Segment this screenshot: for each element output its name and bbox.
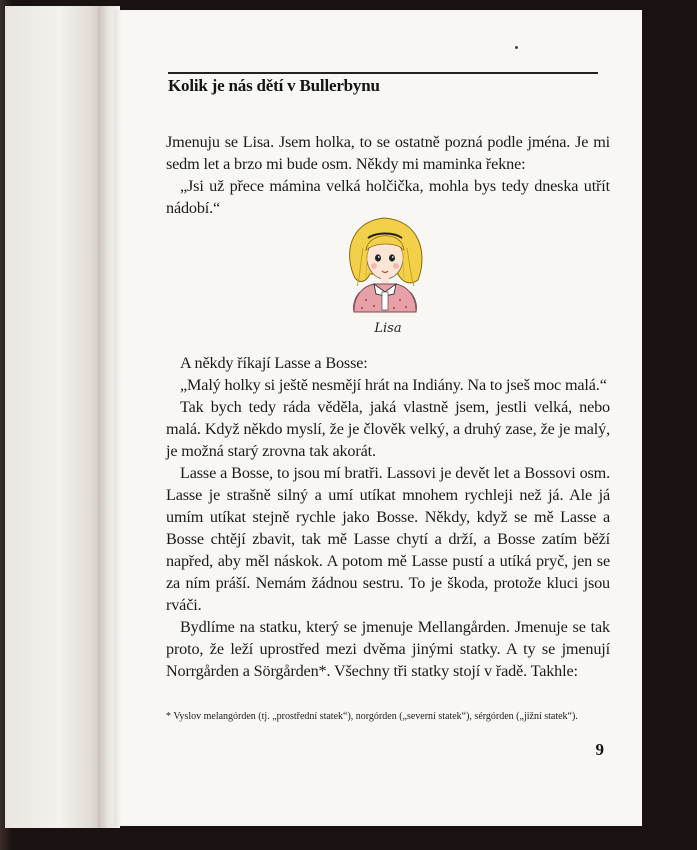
paragraph: „Malý holky si ještě nesmějí hrát na Indiány. Na to jseš moc malá.“ bbox=[180, 376, 607, 394]
left-page bbox=[5, 6, 103, 828]
paper-speck bbox=[515, 46, 518, 49]
chapter-title: Kolik je nás dětí v Bullerbynu bbox=[168, 76, 380, 95]
page-number: 9 bbox=[595, 740, 604, 759]
paragraph: Tak bych tedy ráda věděla, jaká vlastně jsem, jestli velká, nebo malá. Když někdo myslí, že je člověk velký, a druhý zase, že je malý, je možná starý zrovna tak akorát. bbox=[166, 398, 610, 460]
lisa-illustration bbox=[330, 208, 440, 340]
text-block-bottom bbox=[166, 352, 610, 682]
footnote: * Vyslov melangórden (tj. „prostřední statek“), norgórden („severní statek“), sérgórden („jižní statek“). bbox=[166, 711, 578, 722]
paragraph: „Jsi už přece mámina velká holčička, mohla bys tedy dneska utřít nádobí.“ bbox=[166, 177, 610, 217]
paragraph: A někdy říkají Lasse a Bosse: bbox=[180, 354, 368, 372]
illustration-caption: Lisa bbox=[374, 321, 402, 336]
paragraph: Lasse a Bosse, to jsou mí bratři. Lassovi je devět let a Bossovi osm. Lasse je strašně silný a umí utíkat mnohem rychleji než já. Ale já umím utíkat stejně rychle jako Bosse. Někdy, když se mě Lasse a Bosse chtějí zbavit, tak mě Lasse chytí a drží, a Bosse zatím běží napřed, aby měl náskok. A potom mě Lasse pustí a utíká pryč, jen se za ním práší. Nemám žádnou sestru. To je škoda, protože kluci jsou rváči. bbox=[166, 464, 610, 614]
chapter-rule bbox=[168, 72, 598, 74]
text-block-top bbox=[166, 131, 610, 219]
paragraph: Bydlíme na statku, který se jmenuje Mellangården. Jmenuje se tak proto, že leží uprostřed mezi dvěma jinými statky. A ty se jmenují Norrgården a Sörgården*. Všechny tři statky stojí v řadě. Takhle: bbox=[166, 618, 610, 680]
paragraph: Jmenuju se Lisa. Jsem holka, to se ostatně pozná podle jména. Je mi sedm let a brzo mi bude osm. Někdy mi maminka řekne: bbox=[166, 133, 610, 173]
